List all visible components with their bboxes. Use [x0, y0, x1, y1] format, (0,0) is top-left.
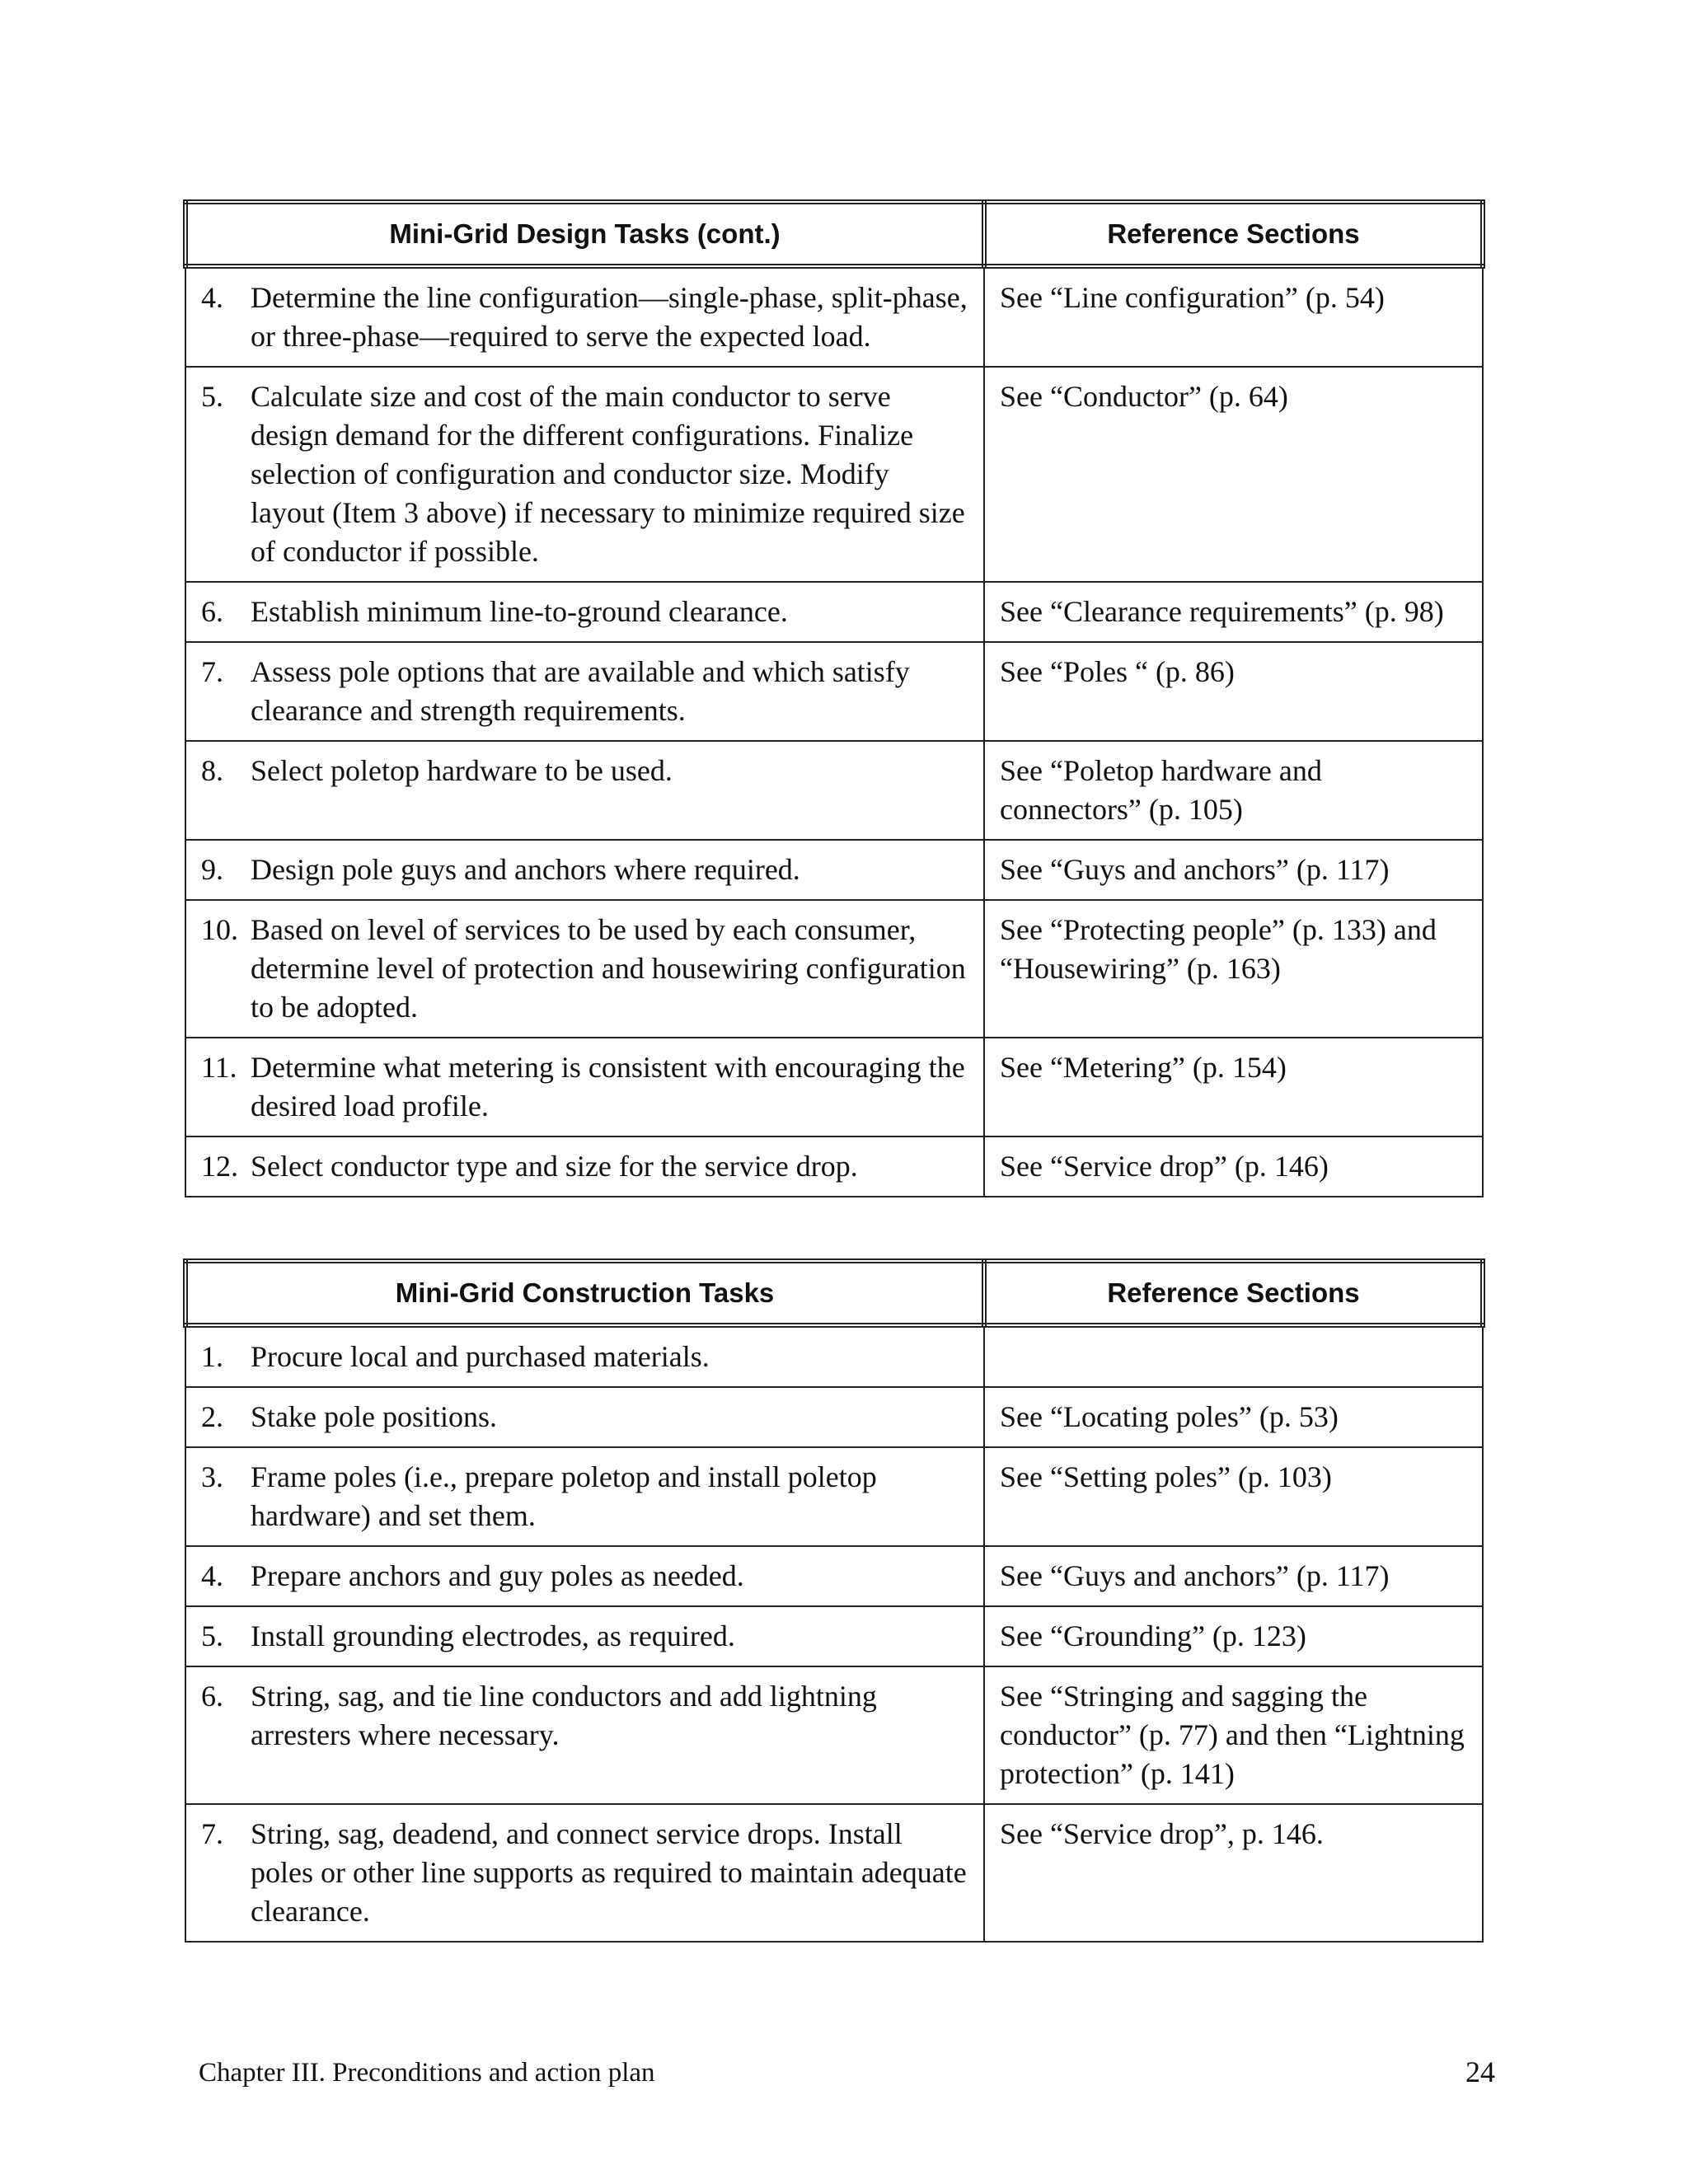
task-text: Determine what metering is consistent with encouraging the desired load profile.: [251, 1051, 965, 1122]
column-header-references: Reference Sections: [984, 202, 1483, 266]
column-header-tasks: Mini-Grid Design Tasks (cont.): [185, 202, 984, 266]
task-cell: [185, 900, 984, 1038]
table-row: [185, 367, 1483, 582]
table-row: [185, 1546, 1483, 1606]
task-text: Design pole guys and anchors where required.: [251, 853, 800, 886]
task-cell: [185, 1447, 984, 1546]
reference-cell: See “Grounding” (p. 123): [984, 1606, 1483, 1666]
task-text: Determine the line configuration—single-phase, split-phase, or three-phase—required to serve the expected load.: [251, 281, 968, 353]
reference-cell: See “Stringing and sagging the conductor” (p. 77) and then “Lightning protection” (p. 141): [984, 1666, 1483, 1804]
task-cell: [185, 741, 984, 840]
footer-chapter-title: Chapter III. Preconditions and action plan: [199, 2058, 655, 2088]
task-number: 4.: [201, 281, 223, 314]
task-number: 3.: [201, 1460, 223, 1493]
task-cell: [185, 266, 984, 367]
task-text: Calculate size and cost of the main conductor to serve design demand for the different configurations. Finalize selection of configuration and conductor size. Modify layout (Item 3 above) if necessary to minimize required size of conductor if possible.: [251, 380, 965, 568]
task-number: 11.: [201, 1051, 237, 1084]
reference-cell: [984, 1325, 1483, 1387]
task-text: Stake pole positions.: [251, 1400, 497, 1433]
design-tasks-table: [183, 199, 1485, 1197]
task-cell: [185, 1137, 984, 1197]
table-row: [185, 266, 1483, 367]
task-cell: [185, 1804, 984, 1942]
task-number: 7.: [201, 655, 223, 688]
task-cell: [185, 1546, 984, 1606]
column-header-references: Reference Sections: [984, 1261, 1483, 1325]
reference-cell: See “Guys and anchors” (p. 117): [984, 840, 1483, 900]
table-header-row: [185, 1261, 1483, 1325]
table-row: [185, 642, 1483, 741]
reference-cell: See “Clearance requirements” (p. 98): [984, 582, 1483, 642]
reference-cell: See “Metering” (p. 154): [984, 1038, 1483, 1137]
task-cell: [185, 1387, 984, 1447]
page-number: 24: [1465, 2055, 1495, 2088]
task-text: Assess pole options that are available and which satisfy clearance and strength requirements.: [251, 655, 910, 727]
table-row: [185, 1804, 1483, 1942]
task-cell: [185, 1038, 984, 1137]
task-number: 5.: [201, 1619, 223, 1652]
table-row: [185, 840, 1483, 900]
table-row: [185, 582, 1483, 642]
table-row: [185, 1137, 1483, 1197]
task-cell: [185, 1325, 984, 1387]
task-number: 4.: [201, 1559, 223, 1592]
task-cell: [185, 367, 984, 582]
table-row: [185, 1606, 1483, 1666]
task-text: Frame poles (i.e., prepare poletop and install poletop hardware) and set them.: [251, 1460, 877, 1532]
task-number: 12.: [201, 1150, 238, 1183]
task-cell: [185, 840, 984, 900]
task-number: 1.: [201, 1340, 223, 1373]
task-number: 6.: [201, 595, 223, 628]
table-header-row: [185, 202, 1483, 266]
task-number: 9.: [201, 853, 223, 886]
table-row: [185, 1038, 1483, 1137]
task-number: 8.: [201, 754, 223, 787]
construction-tasks-table: [183, 1258, 1485, 1943]
column-header-tasks: Mini-Grid Construction Tasks: [185, 1261, 984, 1325]
task-text: Select conductor type and size for the service drop.: [251, 1150, 858, 1183]
reference-cell: See “Service drop” (p. 146): [984, 1137, 1483, 1197]
reference-cell: See “Service drop”, p. 146.: [984, 1804, 1483, 1942]
task-number: 10.: [201, 913, 238, 946]
task-text: String, sag, and tie line conductors and add lightning arresters where necessary.: [251, 1680, 877, 1751]
reference-cell: See “Setting poles” (p. 103): [984, 1447, 1483, 1546]
task-number: 5.: [201, 380, 223, 413]
task-number: 7.: [201, 1817, 223, 1850]
reference-cell: See “Poletop hardware and connectors” (p. 105): [984, 741, 1483, 840]
reference-cell: See “Line configuration” (p. 54): [984, 266, 1483, 367]
task-text: Select poletop hardware to be used.: [251, 754, 673, 787]
task-cell: [185, 1666, 984, 1804]
task-cell: [185, 1606, 984, 1666]
table-row: [185, 1447, 1483, 1546]
table-row: [185, 1666, 1483, 1804]
table-row: [185, 1387, 1483, 1447]
reference-cell: See “Poles “ (p. 86): [984, 642, 1483, 741]
table-row: [185, 1325, 1483, 1387]
task-cell: [185, 582, 984, 642]
table-row: [185, 900, 1483, 1038]
table-row: [185, 741, 1483, 840]
task-text: Establish minimum line-to-ground clearance.: [251, 595, 788, 628]
reference-cell: See “Conductor” (p. 64): [984, 367, 1483, 582]
task-number: 6.: [201, 1680, 223, 1713]
task-text: Prepare anchors and guy poles as needed.: [251, 1559, 744, 1592]
task-text: Procure local and purchased materials.: [251, 1340, 710, 1373]
task-text: Based on level of services to be used by each consumer, determine level of protection and housewiring configuration to be adopted.: [251, 913, 966, 1024]
reference-cell: See “Protecting people” (p. 133) and “Housewiring” (p. 163): [984, 900, 1483, 1038]
task-text: String, sag, deadend, and connect service drops. Install poles or other line supports as required to maintain adequate clearance.: [251, 1817, 967, 1928]
reference-cell: See “Guys and anchors” (p. 117): [984, 1546, 1483, 1606]
reference-cell: See “Locating poles” (p. 53): [984, 1387, 1483, 1447]
task-number: 2.: [201, 1400, 223, 1433]
task-text: Install grounding electrodes, as required.: [251, 1619, 735, 1652]
task-cell: [185, 642, 984, 741]
